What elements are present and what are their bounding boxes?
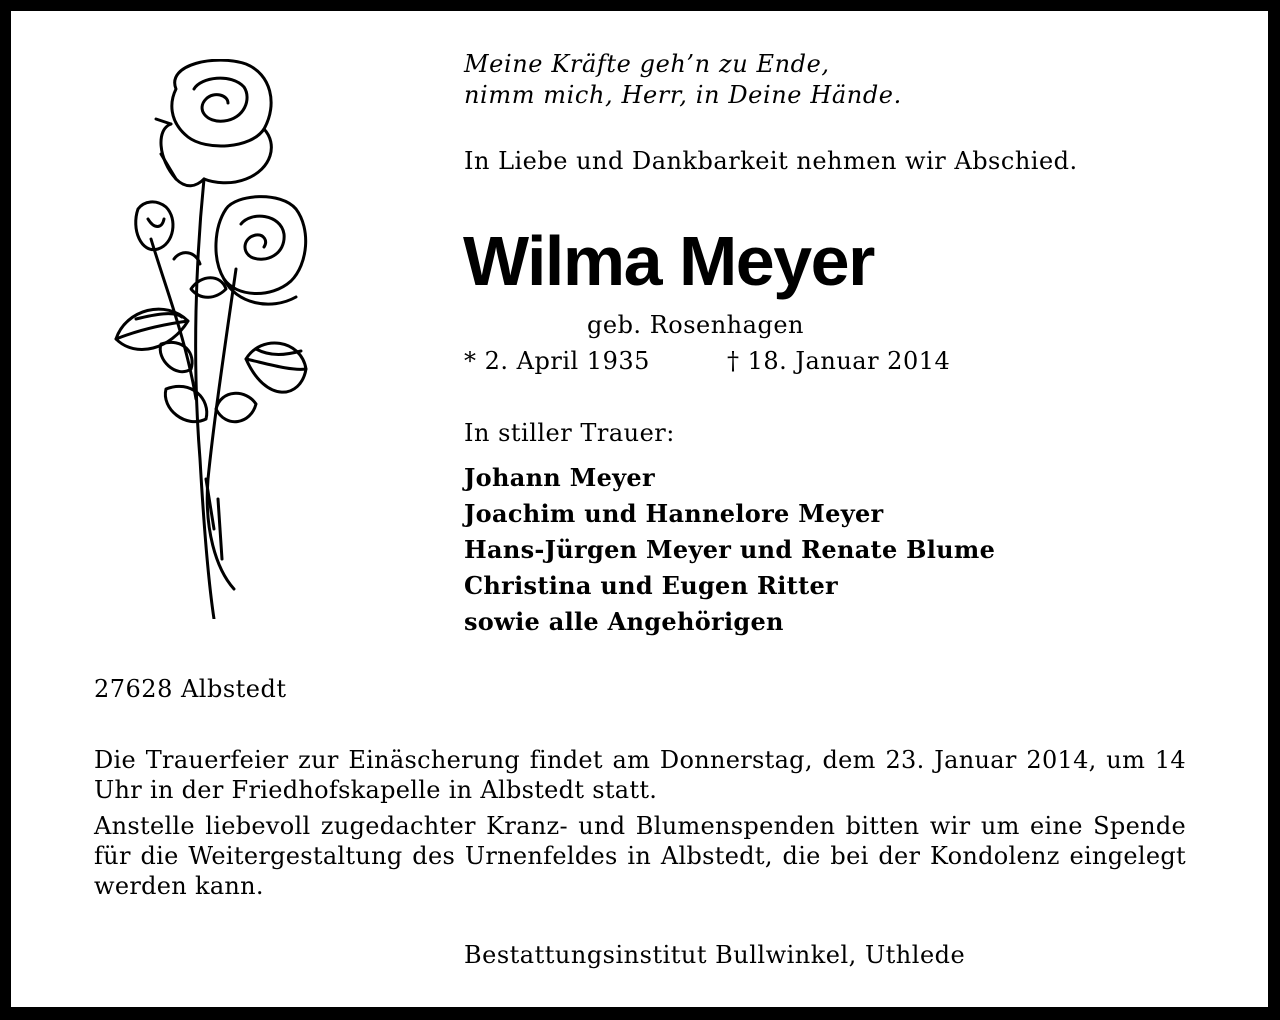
funeral-info: Die Trauerfeier zur Einäscherung findet am Donnerstag, dem 23. Januar 2014, um 14 Uhr in der Friedhofskapelle in Albstedt statt.	[94, 746, 1186, 804]
mourning-label: In stiller Trauer:	[464, 419, 675, 447]
verse-line-2: nimm mich, Herr, in Deine Hände.	[464, 81, 902, 109]
family-member: Christina und Eugen Ritter	[464, 571, 838, 600]
maiden-name: geb. Rosenhagen	[587, 311, 804, 339]
place: 27628 Albstedt	[94, 675, 287, 703]
verse-line-1: Meine Kräfte geh’n zu Ende,	[464, 50, 830, 78]
undertaker: Bestattungsinstitut Bullwinkel, Uthlede	[464, 941, 966, 969]
family-member: Johann Meyer	[464, 463, 655, 492]
family-list	[464, 460, 995, 640]
donation-info: Anstelle liebevoll zugedachter Kranz- und Blumenspenden bitten wir um eine Spende für die Weitergestaltung des Urnenfeldes in Albstedt, die bei der Kondolenz eingelegt werden kann.	[94, 812, 1186, 900]
birth-date: * 2. April 1935	[464, 347, 650, 375]
family-member: Hans-Jürgen Meyer und Renate Blume	[464, 535, 996, 564]
verse	[464, 49, 902, 111]
family-member: sowie alle Angehörigen	[464, 607, 784, 636]
death-date: † 18. Januar 2014	[727, 347, 951, 375]
family-member: Joachim und Hannelore Meyer	[464, 499, 884, 528]
intro-text: In Liebe und Dankbarkeit nehmen wir Abschied.	[464, 147, 1078, 175]
rose-illustration	[96, 59, 316, 619]
deceased-name: Wilma Meyer	[463, 222, 874, 300]
obituary-notice	[11, 11, 1268, 1007]
